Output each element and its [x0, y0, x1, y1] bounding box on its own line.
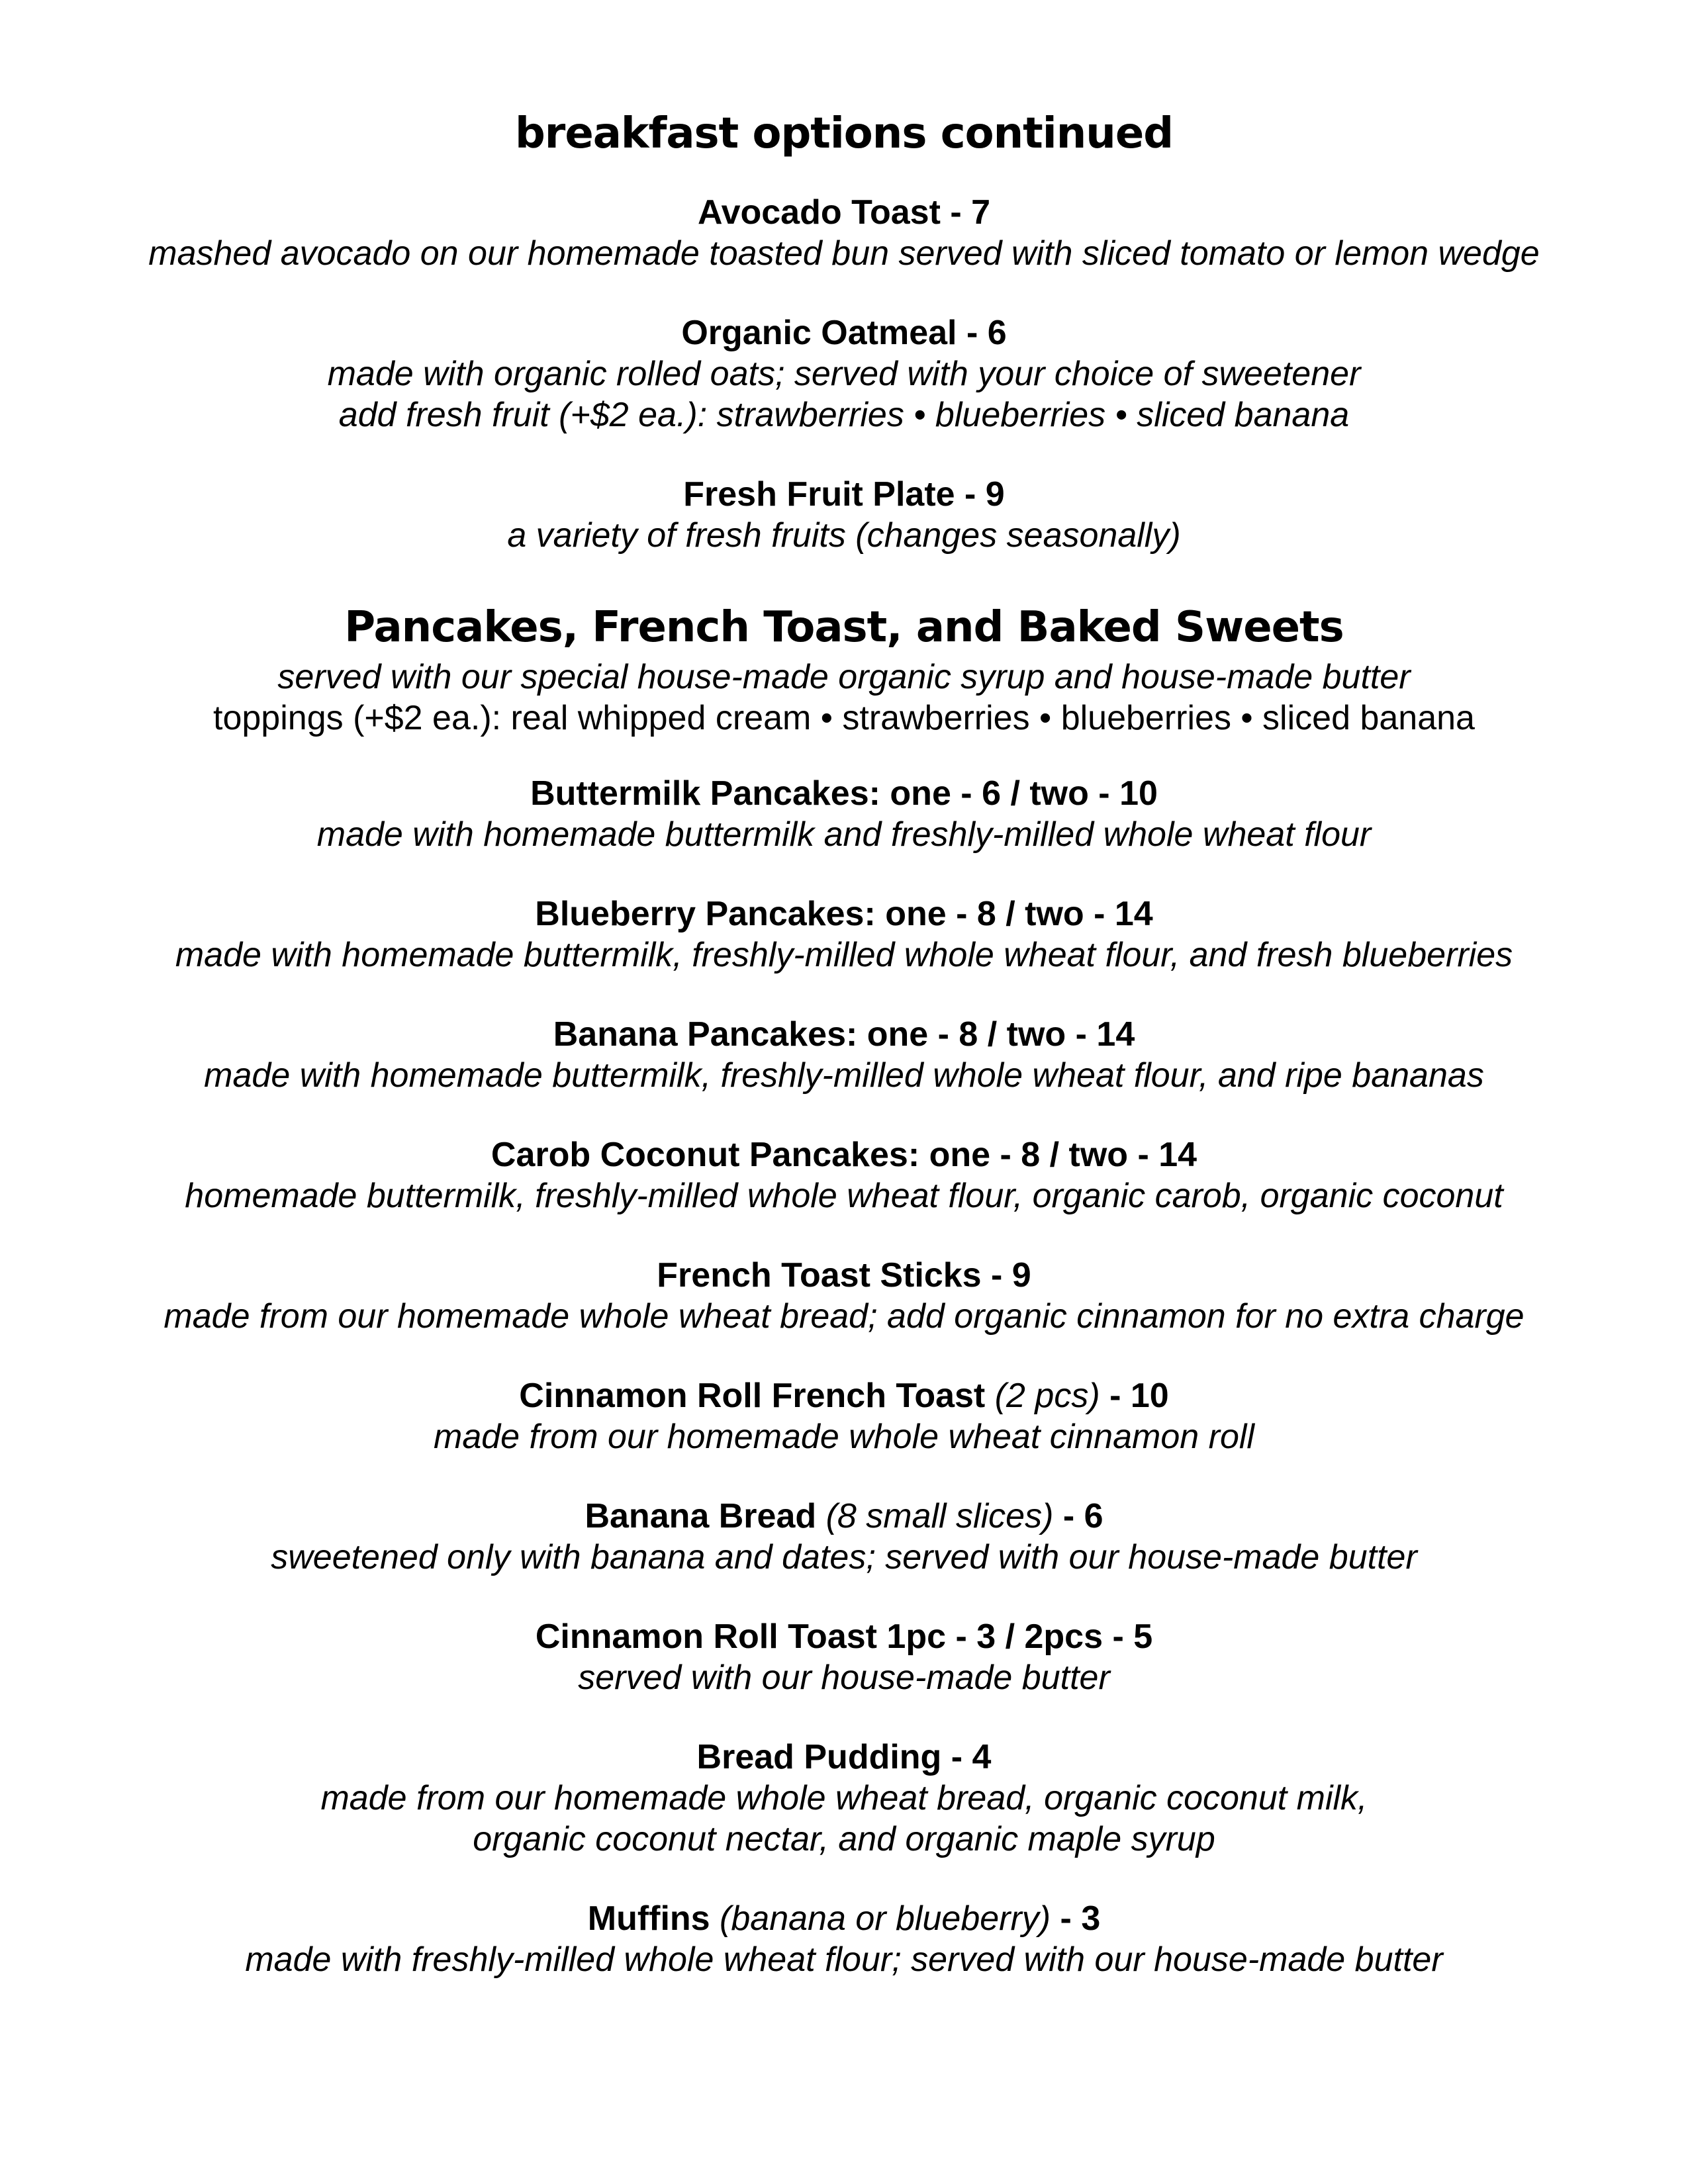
item-name: Bread Pudding: [696, 1738, 942, 1776]
item-heading: [0, 1737, 1688, 1778]
item-heading: [0, 1014, 1688, 1055]
item-name: French Toast Sticks: [657, 1256, 982, 1295]
item-name: Buttermilk Pancakes: one - 6 / two - 10: [530, 774, 1158, 813]
item-description: made with organic rolled oats; served with your choice of sweetener: [327, 355, 1361, 393]
item-description: made with freshly-milled whole wheat flour; served with our house-made butter: [245, 1940, 1443, 1979]
item-price: - 9: [981, 1256, 1031, 1295]
item-note: (8 small slices): [816, 1497, 1054, 1535]
item-heading: [0, 893, 1688, 934]
item-heading: [0, 1255, 1688, 1296]
section-intro: [0, 657, 1688, 739]
item-description: sweetened only with banana and dates; served with our house-made butter: [271, 1538, 1417, 1576]
menu-item: [0, 1898, 1688, 1980]
item-description: organic coconut nectar, and organic maple syrup: [473, 1820, 1215, 1858]
item-price: - 6: [1053, 1497, 1103, 1535]
item-heading: [0, 773, 1688, 814]
item-heading: [0, 312, 1688, 353]
item-name: Banana Pancakes: one - 8 / two - 14: [553, 1015, 1135, 1054]
menu-item: [0, 192, 1688, 274]
item-name: Cinnamon Roll French Toast: [519, 1377, 986, 1415]
item-name: Muffins: [587, 1899, 710, 1938]
item-name: Organic Oatmeal: [681, 314, 957, 352]
item-description: made from our homemade whole wheat cinnamon roll: [434, 1418, 1254, 1456]
pancake-items: [0, 773, 1688, 1980]
item-price: - 9: [955, 475, 1005, 514]
item-description: a variety of fresh fruits (changes seasonally): [507, 516, 1181, 555]
item-description: homemade buttermilk, freshly-milled whole wheat flour, organic carob, organic coconut: [185, 1177, 1503, 1215]
item-heading: [0, 1496, 1688, 1537]
item-price: - 4: [941, 1738, 992, 1776]
menu-item: [0, 1737, 1688, 1860]
item-name: Carob Coconut Pancakes: one - 8 / two - 14: [491, 1136, 1197, 1174]
item-price: - 6: [957, 314, 1007, 352]
item-description: add fresh fruit (+$2 ea.): strawberries • blueberries • sliced banana: [338, 396, 1350, 434]
menu-item: [0, 312, 1688, 435]
item-price: - 7: [940, 193, 991, 232]
item-heading: [0, 474, 1688, 515]
menu-item: [0, 893, 1688, 976]
item-name: Banana Bread: [585, 1497, 817, 1535]
item-name: Blueberry Pancakes: one - 8 / two - 14: [535, 895, 1153, 933]
menu-item: [0, 1375, 1688, 1457]
item-note: (banana or blueberry): [710, 1899, 1051, 1938]
section-title-pancakes: Pancakes, French Toast, and Baked Sweets: [344, 603, 1344, 652]
menu-item: [0, 1255, 1688, 1337]
item-note: (2 pcs): [985, 1377, 1100, 1415]
item-heading: [0, 1134, 1688, 1175]
item-price: - 10: [1100, 1377, 1169, 1415]
item-heading: [0, 1616, 1688, 1657]
item-name: Avocado Toast: [697, 193, 941, 232]
item-description: mashed avocado on our homemade toasted bun served with sliced tomato or lemon wedge: [148, 234, 1540, 273]
menu-item: [0, 474, 1688, 556]
breakfast-items: [0, 192, 1688, 556]
section-intro-line: served with our special house-made organic syrup and house-made butter: [277, 658, 1411, 696]
item-description: made with homemade buttermilk, freshly-milled whole wheat flour, and fresh blueberries: [175, 936, 1513, 974]
item-description: served with our house-made butter: [578, 1659, 1110, 1697]
item-description: made with homemade buttermilk and freshly-milled whole wheat flour: [316, 815, 1372, 854]
item-description: made with homemade buttermilk, freshly-milled whole wheat flour, and ripe bananas: [204, 1056, 1484, 1095]
item-heading: [0, 1898, 1688, 1939]
menu-item: [0, 1616, 1688, 1698]
section-intro-toppings: toppings (+$2 ea.): real whipped cream • strawberries • blueberries • sliced banana: [213, 699, 1475, 737]
item-description: made from our homemade whole wheat bread; add organic cinnamon for no extra charge: [164, 1297, 1524, 1336]
item-heading: [0, 1375, 1688, 1416]
item-description: made from our homemade whole wheat bread, organic coconut milk,: [320, 1779, 1368, 1817]
item-heading: [0, 192, 1688, 233]
menu-item: [0, 1496, 1688, 1578]
item-name: Cinnamon Roll Toast 1pc - 3 / 2pcs - 5: [535, 1617, 1153, 1656]
item-name: Fresh Fruit Plate: [683, 475, 955, 514]
item-price: - 3: [1051, 1899, 1101, 1938]
menu-item: [0, 1134, 1688, 1216]
menu-item: [0, 773, 1688, 855]
menu-item: [0, 1014, 1688, 1096]
section-title-breakfast: breakfast options continued: [514, 109, 1174, 158]
